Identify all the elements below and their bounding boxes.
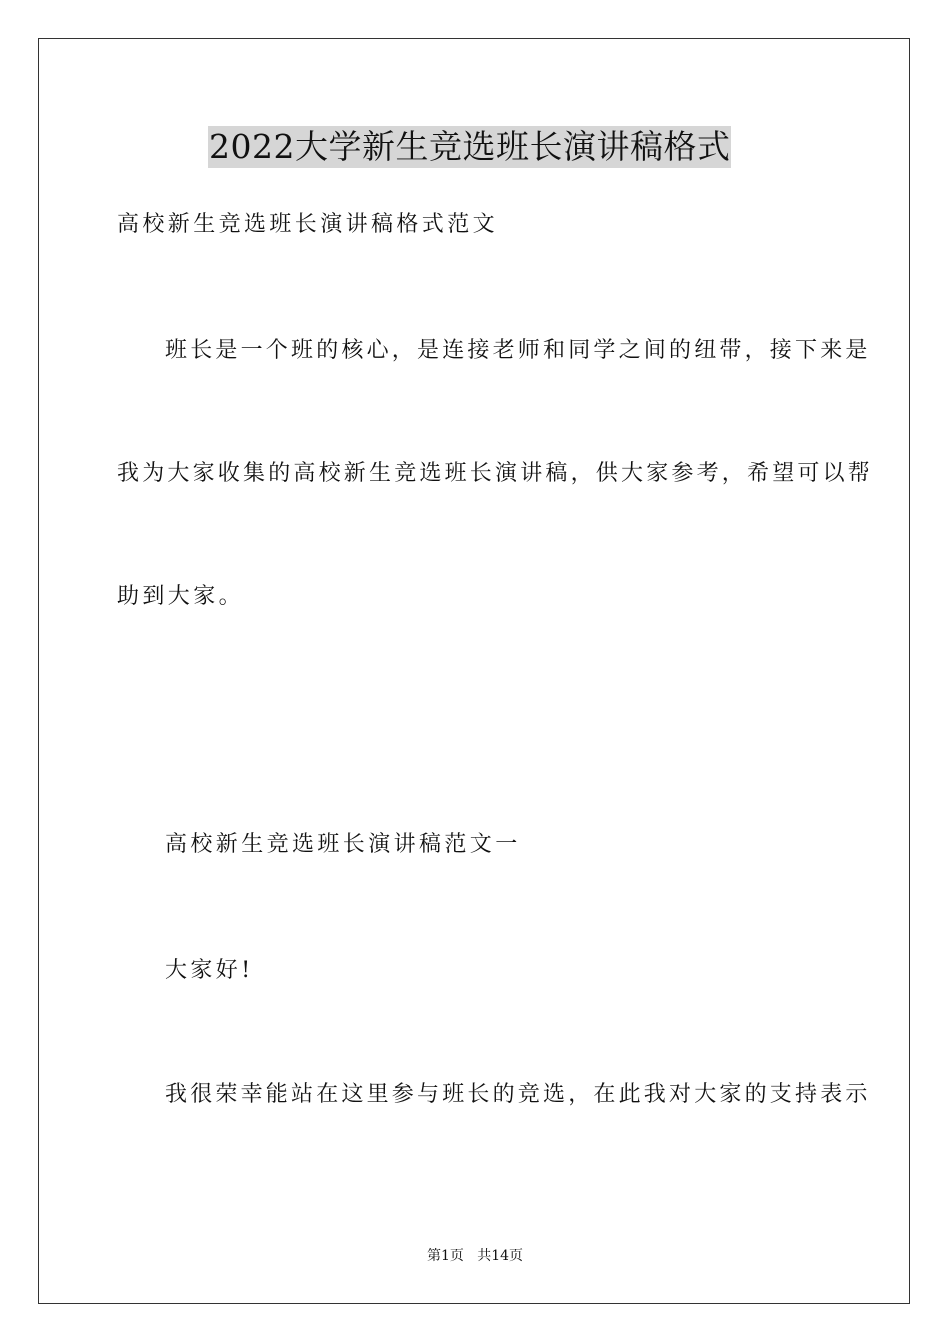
section-heading: 高校新生竞选班长演讲稿范文一: [165, 832, 521, 857]
paragraph-line: 助到大家。: [117, 584, 245, 609]
paragraph-line: 我为大家收集的高校新生竞选班长演讲稿，供大家参考，希望可以帮: [117, 461, 874, 486]
page-number-footer: 第1页 共14页: [426, 1248, 524, 1264]
document-title: 2022大学新生竞选班长演讲稿格式: [209, 127, 731, 166]
document-subtitle: 高校新生竞选班长演讲稿格式范文: [117, 212, 499, 237]
greeting-text: 大家好!: [165, 958, 254, 983]
paragraph-line: 班长是一个班的核心，是连接老师和同学之间的纽带，接下来是: [165, 338, 871, 363]
paragraph-line: 我很荣幸能站在这里参与班长的竞选，在此我对大家的支持表示: [165, 1082, 871, 1107]
